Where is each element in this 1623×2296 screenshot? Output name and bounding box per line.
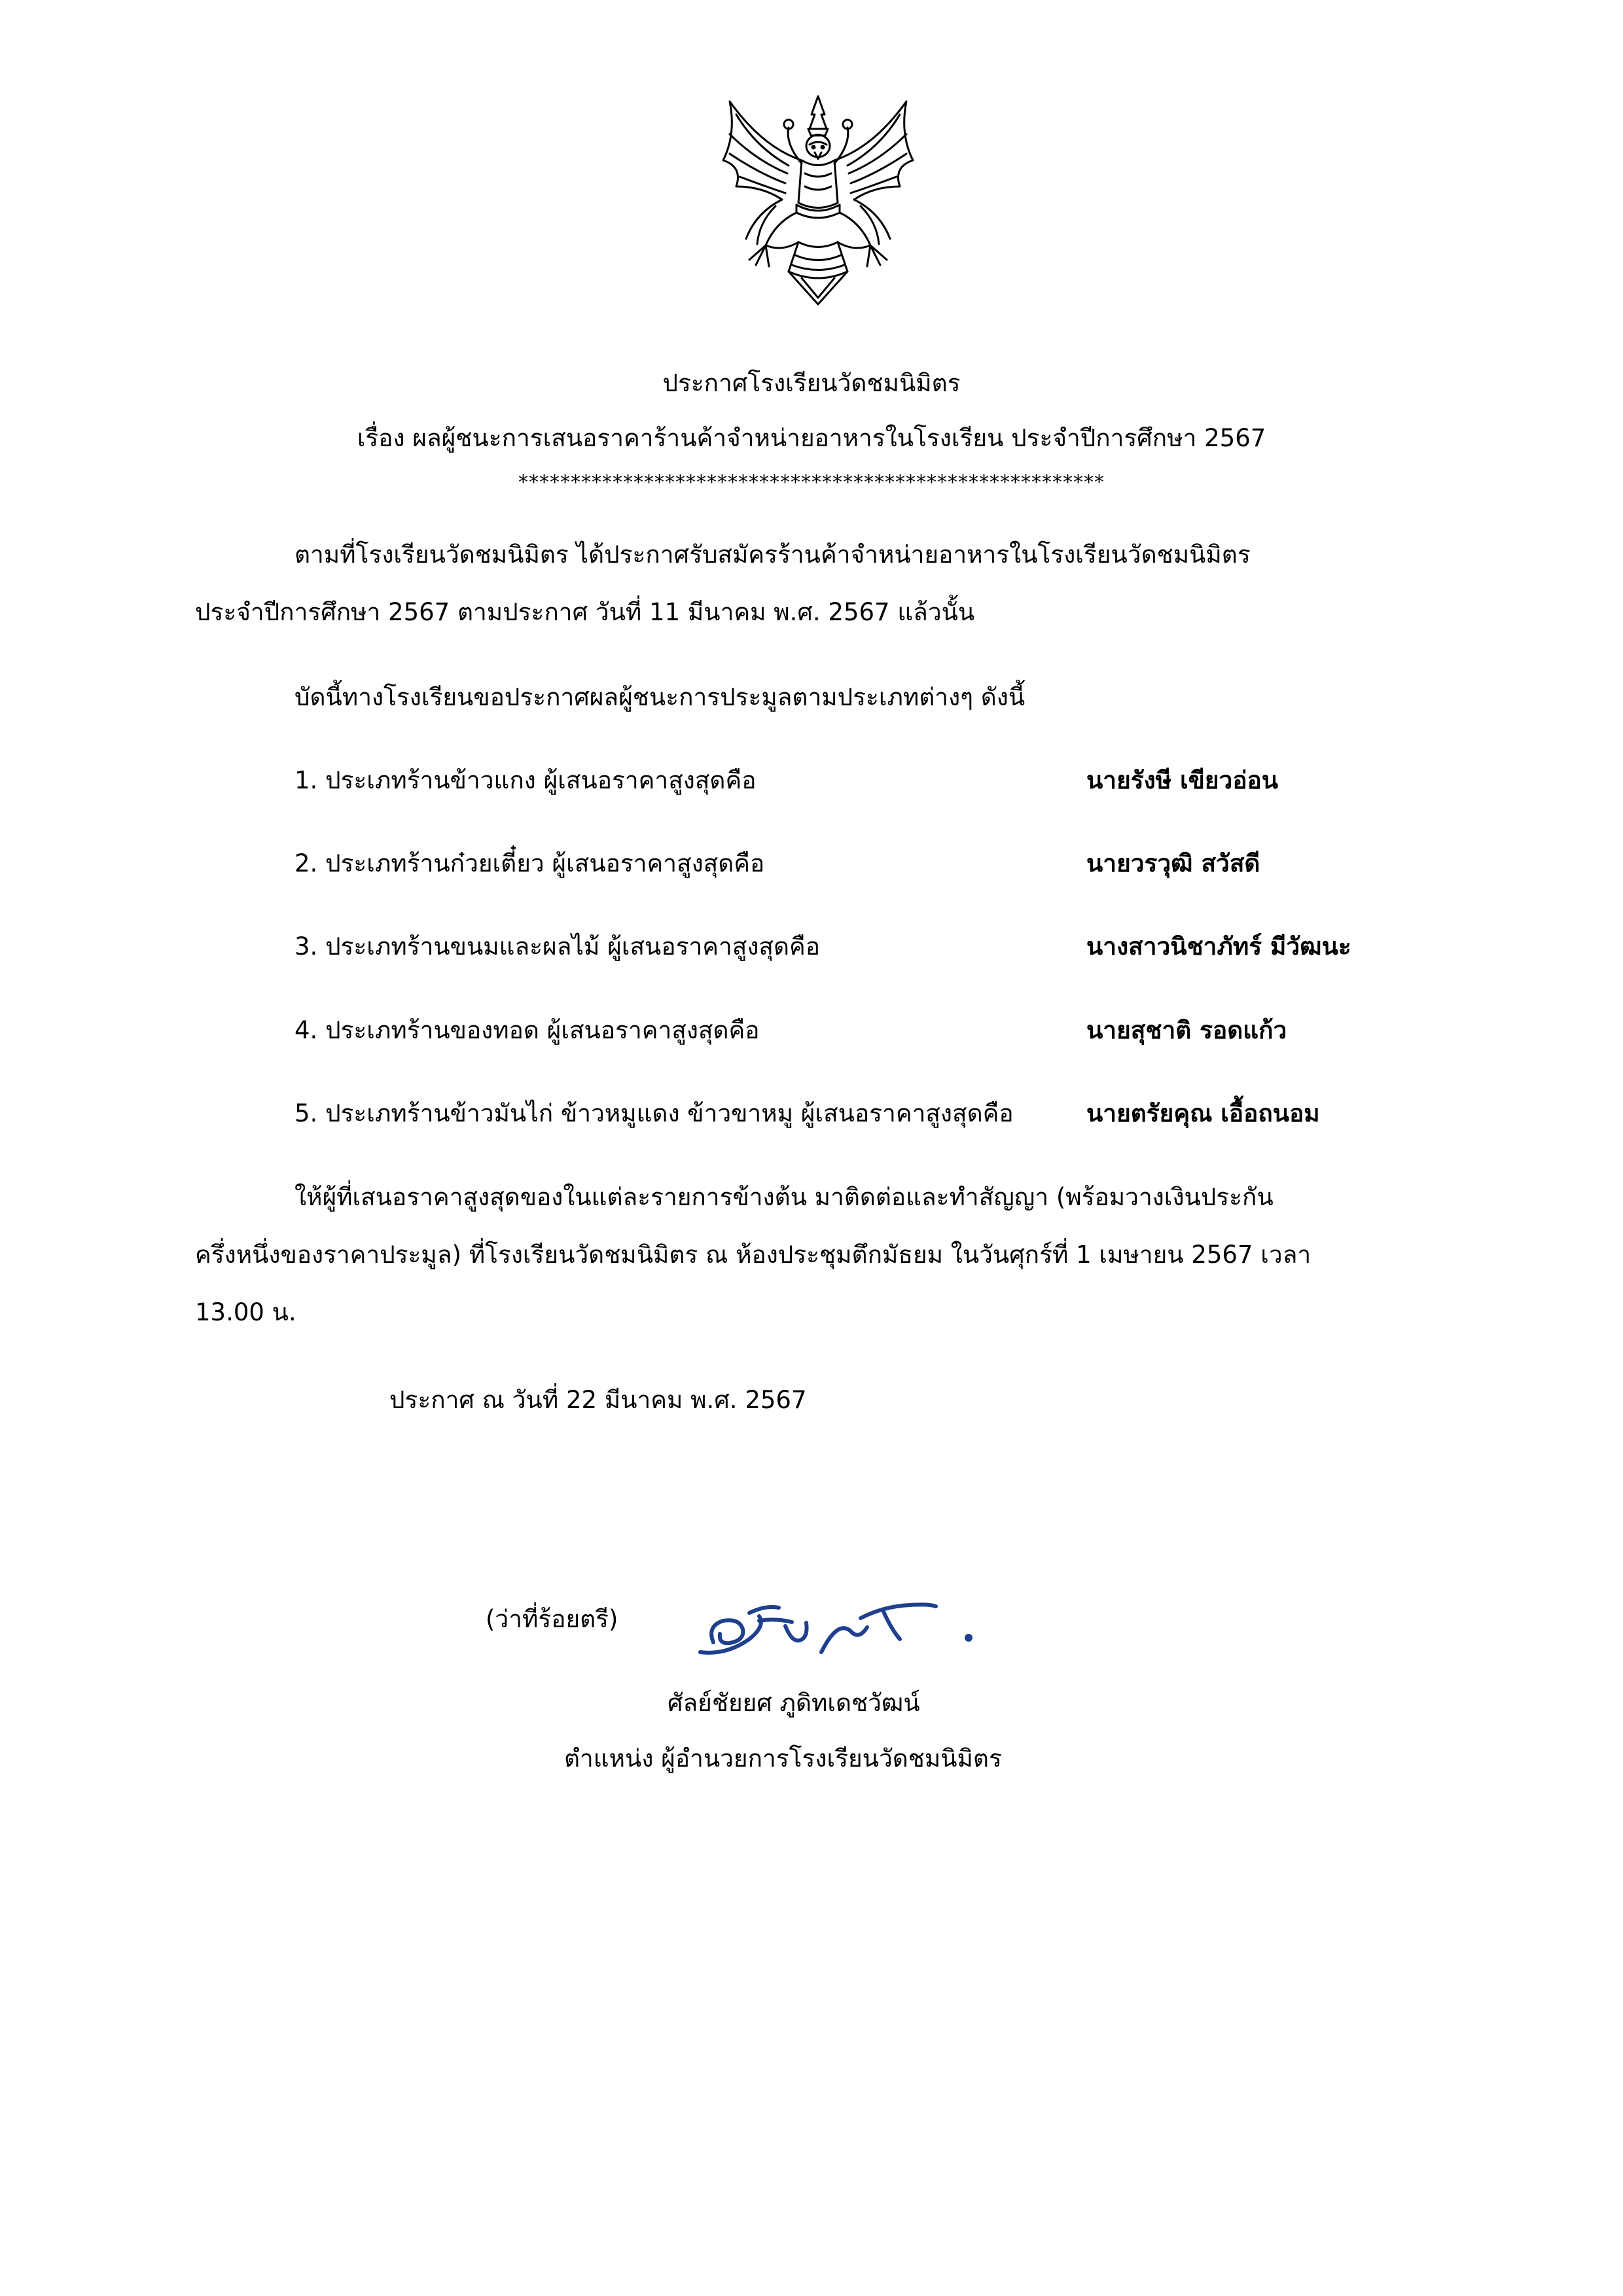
winner-category: 1. ประเภทร้านข้าวแกง ผู้เสนอราคาสูงสุดคือ [294, 766, 757, 794]
winner-category: 5. ประเภทร้านข้าวมันไก่ ข้าวหมูแดง ข้าวขาหมู ผู้เสนอราคาสูงสุดคือ [294, 1099, 1014, 1127]
signer-rank: (ว่าที่ร้อยตรี) [486, 1605, 618, 1633]
handwritten-signature [687, 1580, 995, 1678]
contract-line-2: ครึ่งหนึ่งของราคาประมูล) ที่โรงเรียนวัดชมนิมิตร ณ ห้องประชุมตึกมัธยม ในวันศุกร์ที่ 1 เมษายน 2567 เวลา [195, 1241, 1311, 1269]
announcement-date: ประกาศ ณ วันที่ 22 มีนาคม พ.ศ. 2567 [389, 1386, 807, 1414]
announcement-subject: เรื่อง ผลผู้ชนะการเสนอราคาร้านค้าจำหน่ายอาหารในโรงเรียน ประจำปีการศึกษา 2567 [357, 424, 1266, 452]
divider-line: ******************************************************** [518, 471, 1105, 494]
garuda-emblem-icon [710, 88, 926, 308]
winner-name: นายตรัยคุณ เอื้อถนอม [1086, 1099, 1320, 1127]
winner-name: นางสาวนิชาภัทร์ มีวัฒนะ [1086, 932, 1351, 961]
winner-category: 2. ประเภทร้านก๋วยเตี๋ยว ผู้เสนอราคาสูงสุดคือ [294, 849, 765, 877]
intro-line-2: ประจำปีการศึกษา 2567 ตามประกาศ วันที่ 11 มีนาคม พ.ศ. 2567 แล้วนั้น [195, 598, 975, 626]
winner-name: นายรังษี เขียวอ่อน [1086, 766, 1279, 794]
winner-category: 4. ประเภทร้านของทอด ผู้เสนอราคาสูงสุดคือ [294, 1016, 760, 1044]
winner-name: นายสุชาติ รอดแก้ว [1086, 1016, 1287, 1044]
signer-position: ตำแหน่ง ผู้อำนวยการโรงเรียนวัดชมนิมิตร [564, 1744, 1002, 1773]
contract-line-3: 13.00 น. [195, 1298, 296, 1326]
contract-line-1: ให้ผู้ที่เสนอราคาสูงสุดของในแต่ละรายการข้างต้น มาติดต่อและทำสัญญา (พร้อมวางเงินประกัน [294, 1183, 1274, 1211]
signer-name: ศัลย์ชัยยศ ภูดิทเดชวัฒน์ [668, 1689, 920, 1717]
results-intro: บัดนี้ทางโรงเรียนขอประกาศผลผู้ชนะการประมูลตามประเภทต่างๆ ดังนี้ [294, 683, 1026, 711]
announcement-title: ประกาศโรงเรียนวัดชมนิมิตร [662, 369, 961, 397]
winner-category: 3. ประเภทร้านขนมและผลไม้ ผู้เสนอราคาสูงสุดคือ [294, 932, 820, 961]
intro-line-1: ตามที่โรงเรียนวัดชมนิมิตร ได้ประกาศรับสมัครร้านค้าจำหน่ายอาหารในโรงเรียนวัดชมนิมิตร [294, 540, 1251, 569]
winner-name: นายวรวุฒิ สวัสดี [1086, 849, 1260, 877]
